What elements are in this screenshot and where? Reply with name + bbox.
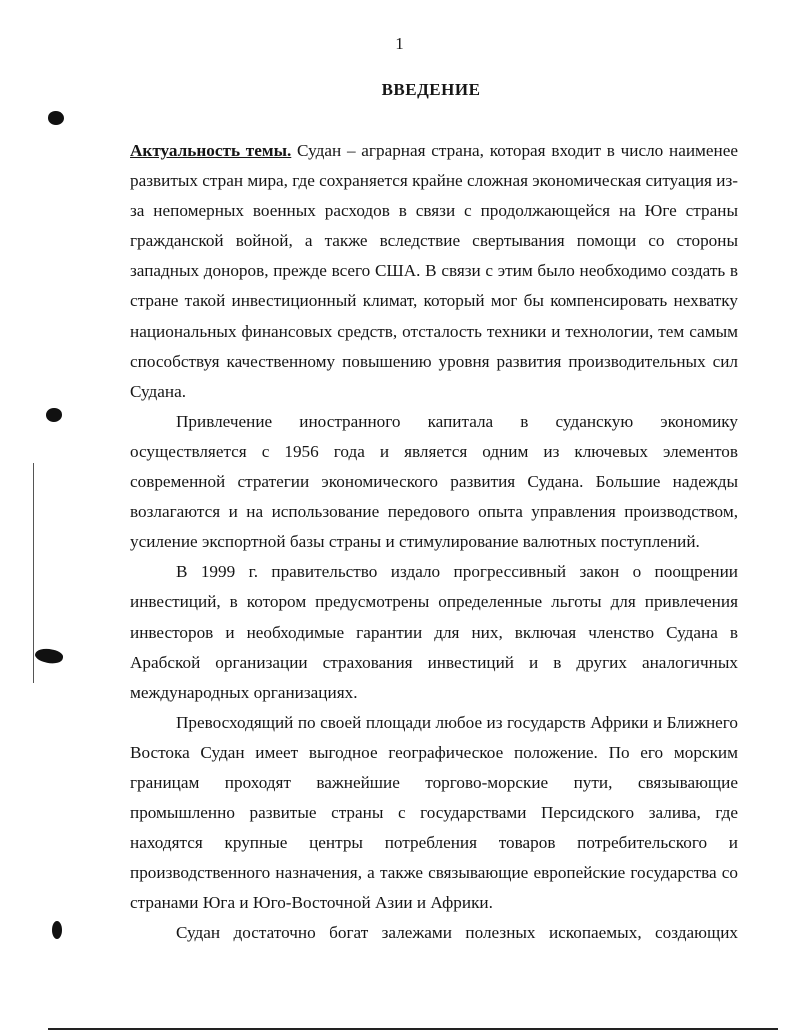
binding-hole-mark — [46, 408, 62, 422]
page-number: 1 — [395, 34, 404, 53]
paragraph-investment-law: В 1999 г. правительство издало прогрессивный закон о поощрении инвестиций, в котором предусмотрены определенные льготы для привлечения инвесторов и необходимые гарантии для них, включая членство Судана в Арабской организации страхования инвестиций и в других аналогичных международных организациях. — [130, 562, 738, 702]
binding-hole-mark — [48, 111, 64, 125]
paragraph-foreign-capital: Привлечение иностранного капитала в суданскую экономику осуществляется с 1956 года и является одним из ключевых элементов современной стратегии экономического развития Судана. Большие надежды возлагаются и на использование передового опыта управления производством, усиление экспортной базы страны и стимулирование валютных поступлений. — [130, 411, 738, 552]
paragraph-relevance — [130, 136, 738, 407]
body-text — [130, 136, 738, 949]
scan-bottom-edge — [48, 1028, 778, 1030]
paragraph-lead: Актуальность темы. — [130, 141, 292, 160]
paragraph-relevance-text: Судан – аграрная страна, которая входит в число наименее развитых стран мира, где сохраняется крайне сложная экономическая ситуация из-за непомерных военных расходов в связи с продолжающейся на Юге страны гражданской войной, а также вследствие свертывания помощи со стороны западных доноров, прежде всего США. В связи с этим было необходимо создать в стране такой инвестиционный климат, который мог бы компенсировать нехватку национальных финансовых средств, отсталость техники и технологии, тем самым способствуя качественному повышению уровня развития производительных сил Судана. — [130, 141, 738, 401]
scan-margin-line — [33, 463, 34, 683]
page-heading: ВВЕДЕНИЕ — [381, 80, 481, 99]
binding-hole-mark — [52, 921, 62, 939]
paragraph-minerals: Судан достаточно богат залежами полезных ископаемых, создающих — [176, 923, 738, 943]
paragraph-geography: Превосходящий по своей площади любое из государств Африки и Ближнего Востока Судан имеет выгодное географическое положение. По его морским границам проходят важнейшие торгово-морские пути, связывающие промышленно развитые страны с государствами Персидского залива, где находятся крупные центры потребления товаров потребительского и производственного назначения, а также связывающие европейские государства со странами Юга и Юго-Восточной Азии и Африки. — [130, 712, 738, 913]
binding-hole-mark — [34, 646, 64, 666]
